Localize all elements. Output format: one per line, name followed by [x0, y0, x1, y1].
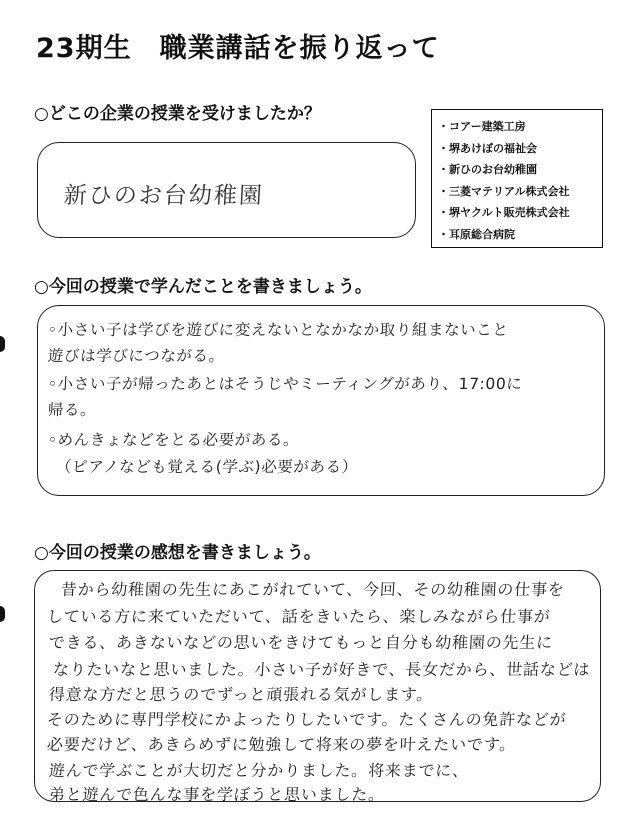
company-list-item: ・三菱マテリアル株式会社 — [438, 184, 570, 198]
company-list-item: ・コアー建築工房 — [438, 120, 526, 133]
question-learned-heading: ○今回の授業で学んだことを書きましょう。 — [34, 277, 372, 297]
company-list-item: ・耳原総合病院 — [438, 227, 515, 241]
impression-answer-box — [34, 570, 601, 802]
page-title: 23期生 職業講話を振り返って — [36, 33, 440, 64]
company-answer-box — [37, 142, 416, 238]
impression-line: 得意な方だと思うのでずっと頑張れる気がします。 — [48, 685, 434, 704]
learned-line: ◦小さい子が帰ったあとはそうじやミーティングがあり、17:00に — [47, 375, 523, 393]
company-list-item: ・堺あけぼの福祉会 — [438, 141, 537, 155]
learned-line: （ピアノなども覚える(学ぶ)必要がある） — [55, 458, 359, 476]
question-impression-heading: ○今回の授業の感想を書きましょう。 — [34, 543, 321, 563]
impression-line: 昔から幼稚園の先生にあこがれていて、今回、その幼稚園の仕事を — [60, 580, 566, 599]
company-list-item: ・新ひのお台幼稚園 — [438, 163, 537, 176]
impression-line: 弟と遊んで色んな事を学ぼうと思いました。 — [48, 785, 386, 804]
impression-line: そのために専門学校にかよったりしたいです。たくさんの免許などが — [46, 710, 567, 729]
learned-answer-box — [37, 305, 605, 496]
company-answer-text: 新ひのお台幼稚園 — [63, 183, 265, 209]
impression-line: 遊んで学ぶことが大切だと分かりました。将来までに、 — [48, 761, 470, 780]
impression-line: できる、あきないなどの思いをきけてもっと自分も幼稚園の先生に — [48, 633, 554, 652]
binder-hole-mark — [0, 606, 5, 622]
company-list-box — [431, 109, 603, 248]
company-list-item: ・堺ヤクルト販売株式会社 — [438, 206, 570, 219]
question-company-heading: ○どこの企業の授業を受けましたか？ — [34, 104, 321, 124]
learned-line: 遊びは学びにつながる。 — [47, 347, 226, 365]
impression-line: している方に来ていただいて、話をきいたら、楽しみながら仕事が — [46, 607, 552, 626]
learned-line: ◦めんきょなどをとる必要がある。 — [47, 431, 300, 449]
binder-hole-mark — [0, 336, 5, 352]
impression-line: 必要だけど、あきらめずに勉強して将来の夢を叶えたいです。 — [46, 735, 517, 754]
impression-line: なりたいなと思いました。小さい子が好きで、長女だから、世話などは — [52, 660, 591, 679]
learned-line: ◦小さい子は学びを遊びに変えないとなかなか取り組まないこと — [47, 321, 509, 339]
learned-line: 帰る。 — [47, 401, 97, 419]
